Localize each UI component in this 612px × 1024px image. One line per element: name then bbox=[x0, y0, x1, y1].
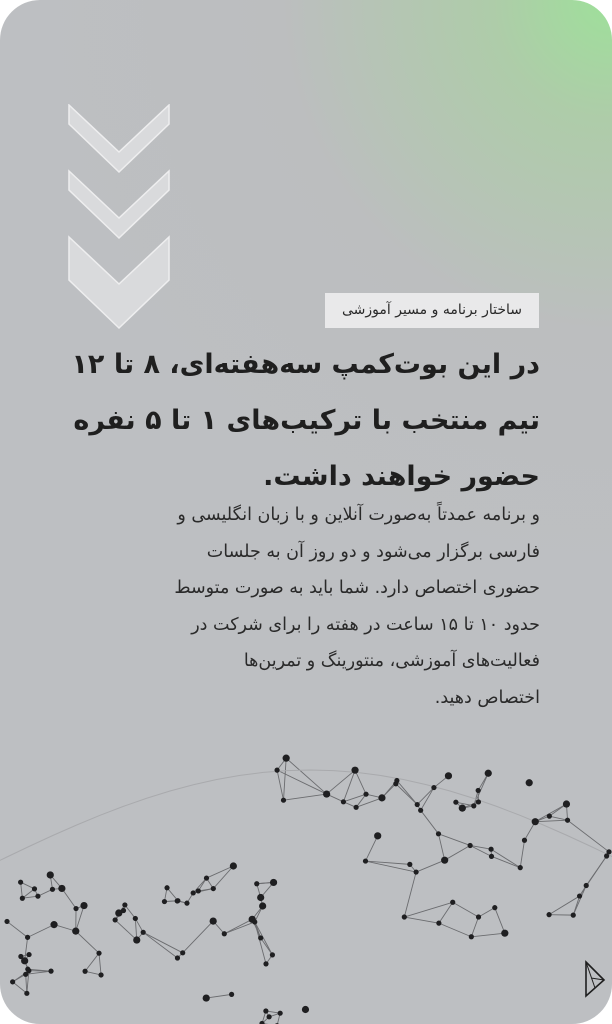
headline-line: حضور خواهند داشت. bbox=[263, 461, 540, 492]
headline bbox=[62, 337, 540, 505]
body-line: حدود ۱۰ تا ۱۵ ساعت در هفته را برای شرکت در bbox=[191, 614, 540, 635]
body-line: و برنامه عمدتاً به‌صورت آنلاین و با زبان انگلیسی و bbox=[177, 505, 540, 525]
body-line: حضوری اختصاص دارد. شما باید به صورت متوسط bbox=[174, 578, 540, 598]
body-line: اختصاص دهید. bbox=[434, 687, 540, 708]
headline-line: در این بوت‌کمپ سه‌هفته‌ای، ۸ تا ۱۲ bbox=[71, 349, 540, 380]
play-triangle-icon bbox=[582, 958, 608, 998]
network-globe-icon bbox=[0, 740, 612, 1024]
headline-line: تیم منتخب با ترکیب‌های ۱ تا ۵ نفره bbox=[73, 405, 540, 436]
body-line: فارسی برگزار می‌شود و دو روز آن به جلسات bbox=[206, 541, 540, 562]
body-paragraph bbox=[62, 497, 540, 716]
body-line: فعالیت‌های آموزشی، منتورینگ و تمرین‌ها bbox=[243, 651, 540, 671]
section-tag: ساختار برنامه و مسیر آموزشی bbox=[325, 293, 539, 328]
chevron-down-stack-icon bbox=[68, 104, 170, 330]
